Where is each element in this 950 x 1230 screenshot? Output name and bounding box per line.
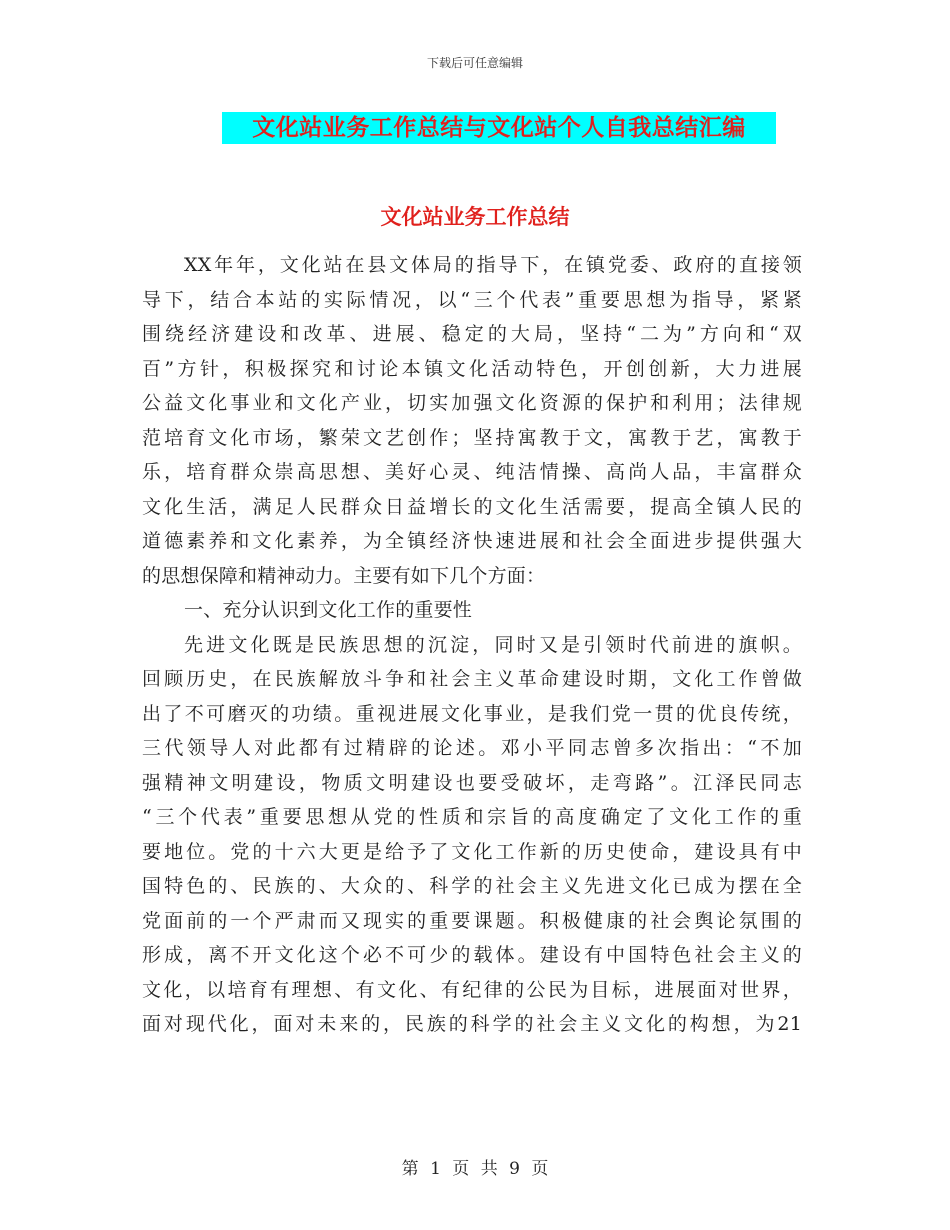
text-line: 百”方针，积极探究和讨论本镇文化活动特色，开创创新，大力进展 — [142, 357, 802, 380]
text-line: 公益文化事业和文化产业，切实加强文化资源的保护和利用；法律规 — [142, 392, 802, 414]
text-line: 出了不可磨灭的功绩。重视进展文化事业，是我们党一贯的优良传统， — [142, 702, 802, 725]
text-line: 文化生活，满足人民群众日益增长的文化生活需要，提高全镇人民的 — [142, 495, 802, 518]
text-line: 乐，培育群众崇高思想、美好心灵、纯洁情操、高尚人品，丰富群众 — [142, 461, 802, 483]
text-line: 范培育文化市场，繁荣文艺创作；坚持寓教于文，寓教于艺，寓教于 — [142, 426, 802, 449]
text-line: 党面前的一个严肃而又现实的重要课题。积极健康的社会舆论氛围的 — [142, 909, 802, 932]
text-line: 面对现代化，面对未来的，民族的科学的社会主义文化的构想，为21 — [142, 1013, 802, 1035]
text-line: 文化，以培育有理想、有文化、有纪律的公民为目标，进展面对世界， — [142, 978, 802, 1001]
text-line: 国特色的、民族的、大众的、科学的社会主义先进文化已成为摆在全 — [142, 875, 802, 897]
document-title: 文化站业务工作总结与文化站个人自我总结汇编 — [222, 112, 776, 144]
body-text — [142, 248, 802, 1042]
text-line: XX年年，文化站在县文体局的指导下，在镇党委、政府的直接领 — [184, 254, 802, 276]
text-line: 形成，离不开文化这个必不可少的载体。建设有中国特色社会主义的 — [142, 944, 802, 966]
text-line: 先进文化既是民族思想的沉淀，同时又是引领时代前进的旗帜。 — [184, 633, 802, 656]
text-line: 的思想保障和精神动力。主要有如下几个方面： — [142, 564, 546, 587]
section-title: 文化站业务工作总结 — [380, 204, 570, 229]
text-line: 强精神文明建设，物质文明建设也要受破坏，走弯路”。江泽民同志 — [142, 771, 802, 794]
text-line: 三代领导人对此都有过精辟的论述。邓小平同志曾多次指出：“不加 — [142, 737, 802, 759]
text-line: 回顾历史，在民族解放斗争和社会主义革命建设时期，文化工作曾做 — [142, 668, 802, 690]
text-line: 围绕经济建设和改革、进展、稳定的大局，坚持“二为”方向和“双 — [142, 323, 802, 345]
text-line: 导下，结合本站的实际情况，以“三个代表”重要思想为指导，紧紧 — [142, 288, 802, 311]
text-line: “三个代表”重要思想从党的性质和宗旨的高度确定了文化工作的重 — [142, 806, 802, 828]
page-number: 第 1 页 共 9 页 — [401, 1159, 549, 1179]
text-line: 要地位。党的十六大更是给予了文化工作新的历史使命，建设具有中 — [142, 840, 802, 863]
text-line: 一、充分认识到文化工作的重要性 — [184, 599, 473, 621]
text-line: 道德素养和文化素养，为全镇经济快速进展和社会全面进步提供强大 — [142, 530, 802, 552]
header-note: 下载后可任意编辑 — [426, 56, 523, 70]
